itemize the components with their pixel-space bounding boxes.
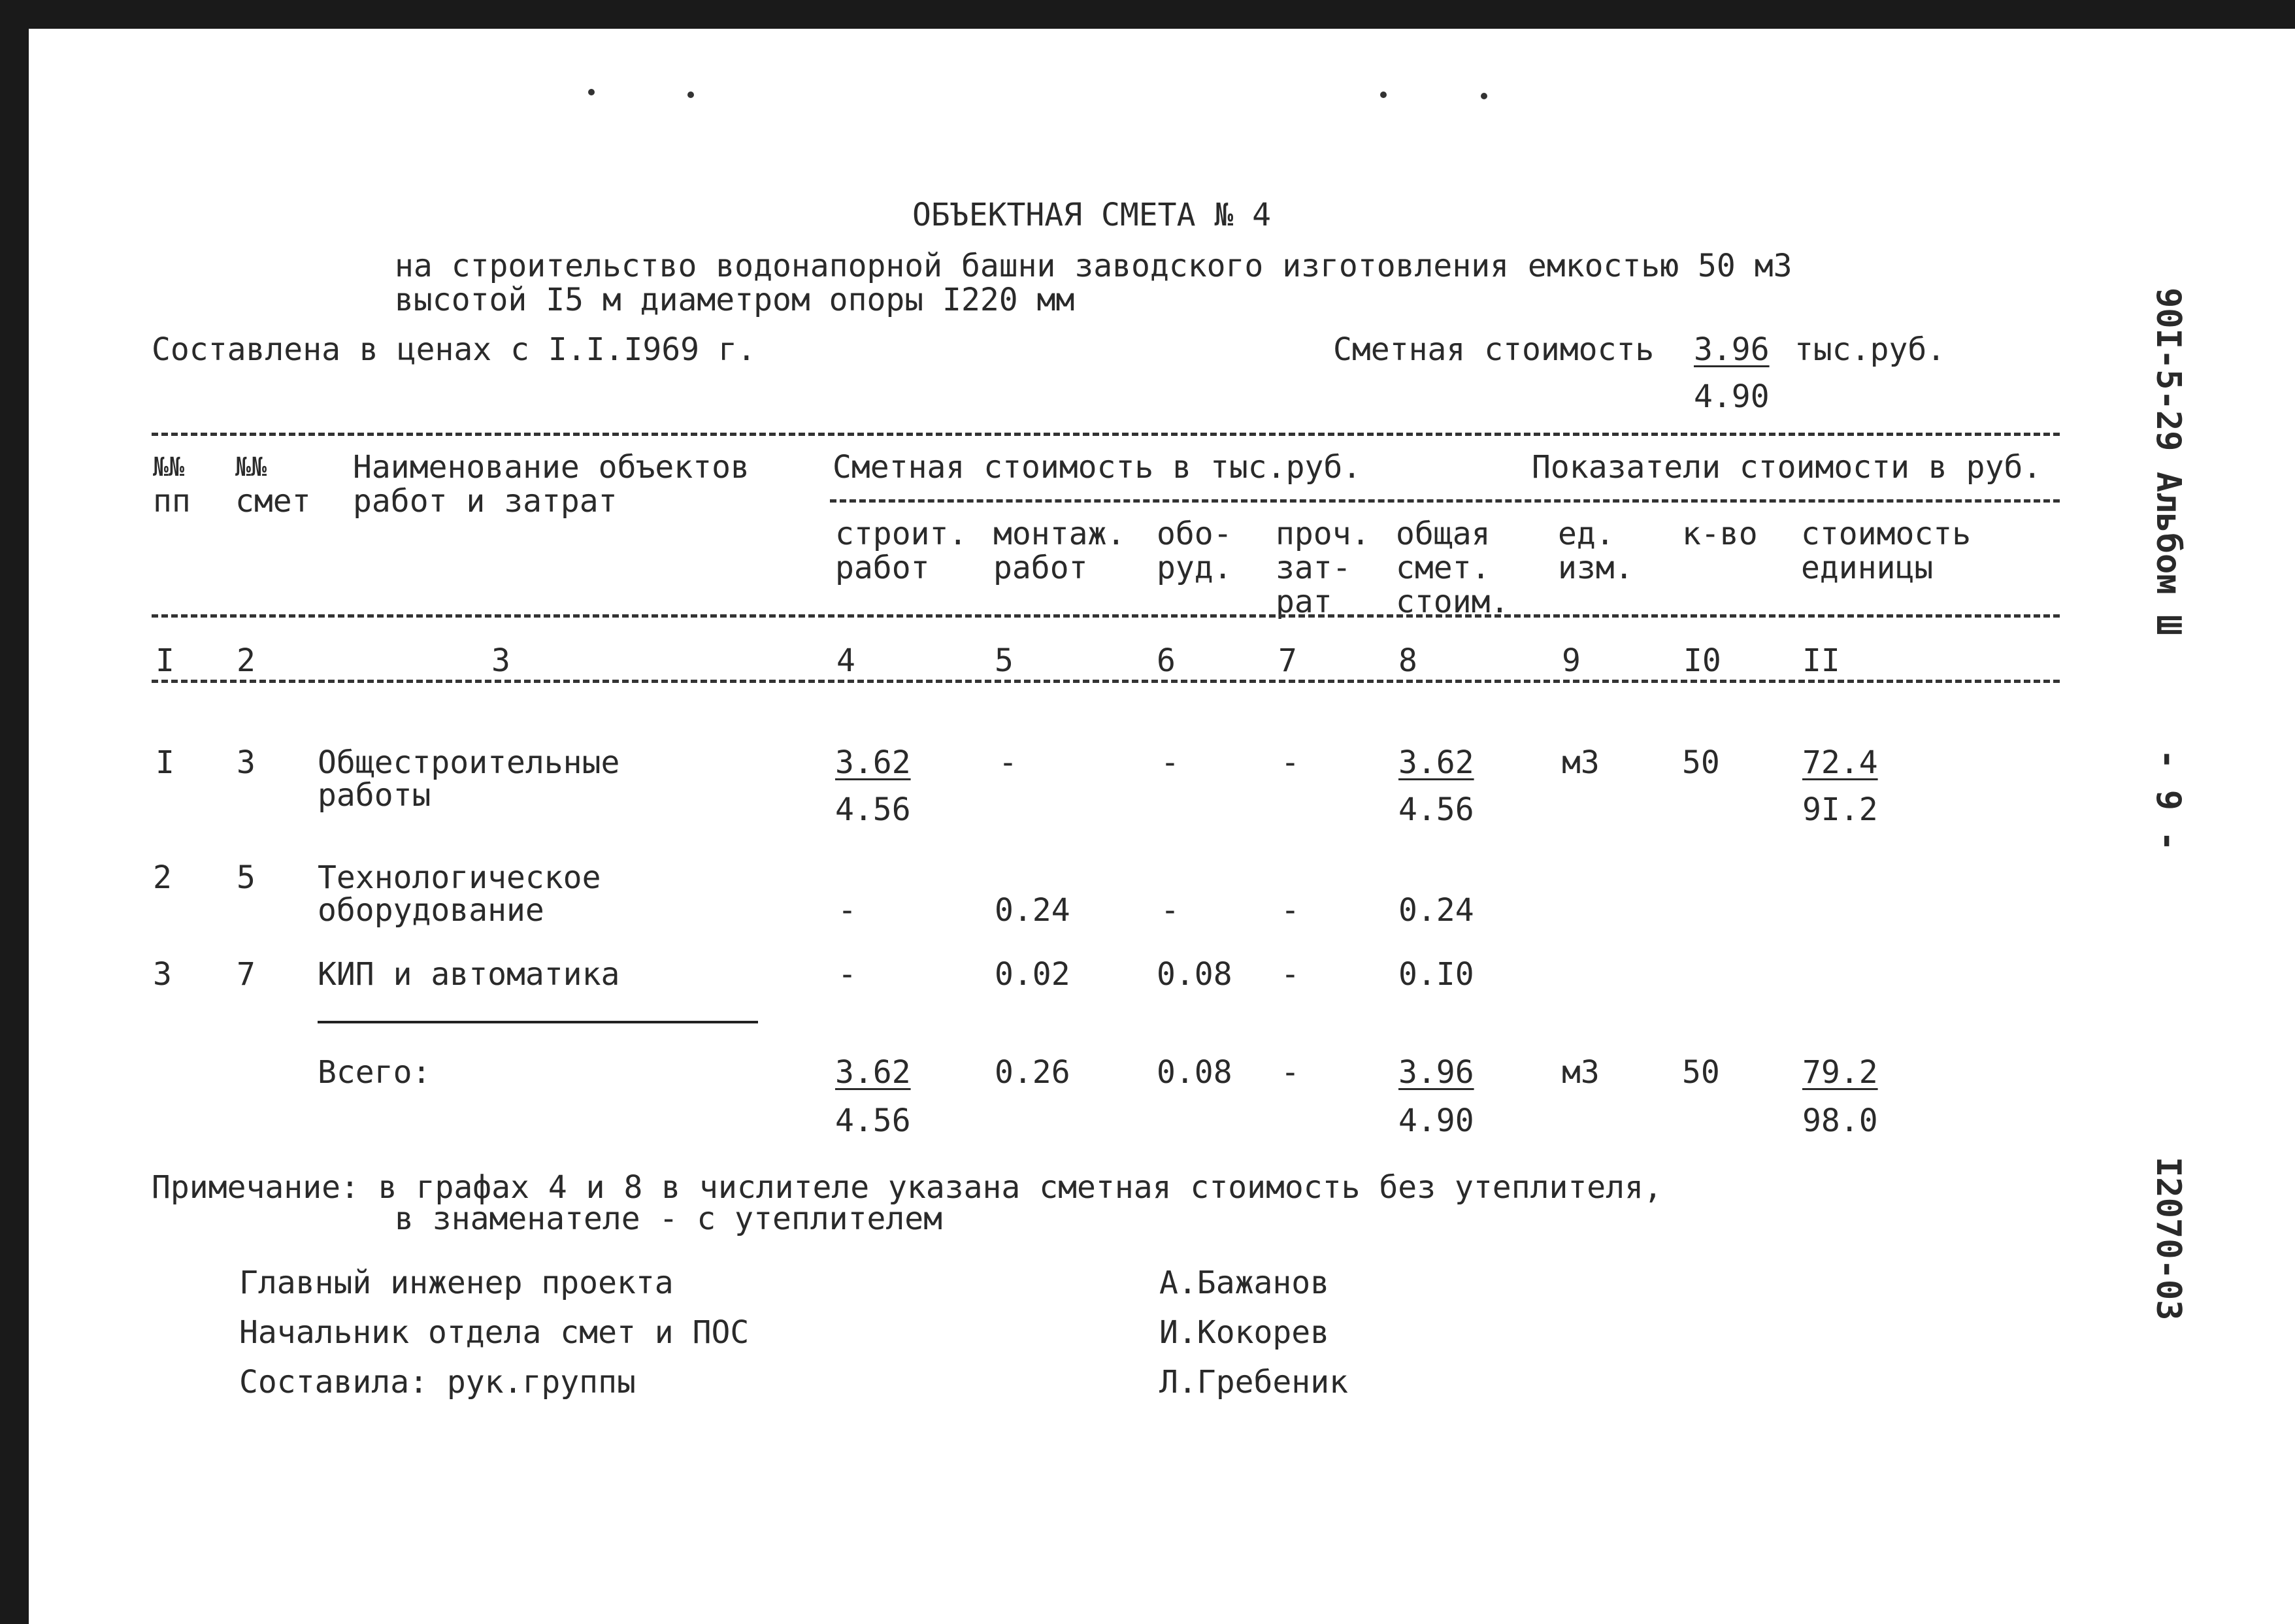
scan-speck: [1481, 93, 1487, 99]
cost-unit: тыс.руб.: [1794, 331, 1946, 368]
row1-smet: 3: [237, 744, 256, 781]
table-rule-top: [152, 433, 2060, 436]
row3-mont: 0.02: [995, 956, 1070, 993]
col-number-3: 3: [491, 642, 510, 679]
prices-date: Составлена в ценах с I.I.I969 г.: [152, 331, 756, 368]
row1-unit-cost-alt: 9I.2: [1802, 791, 1878, 828]
header-col2-line1: №№: [235, 452, 267, 482]
header-c4-line2: работ: [835, 550, 930, 586]
header-c6-line1: обо-: [1157, 516, 1232, 552]
row2-pp: 2: [153, 859, 172, 896]
header-c8-line2: смет.: [1396, 550, 1491, 586]
total-build-alt: 4.56: [835, 1102, 911, 1139]
col-number-5: 5: [995, 642, 1014, 679]
row3-total: 0.I0: [1398, 956, 1474, 993]
row3-name-line1: КИП и автоматика: [318, 956, 620, 993]
header-group-cost: Сметная стоимость в тыс.руб.: [833, 449, 1362, 486]
header-c9-line2: изм.: [1558, 550, 1634, 586]
header-col3-line1: Наименование объектов: [353, 449, 750, 486]
total-unit-cost-alt: 98.0: [1802, 1102, 1878, 1139]
row1-equip: -: [1161, 744, 1180, 781]
margin-code: I2070-03: [2149, 1157, 2188, 1321]
margin-album: 90I-5-29 Альбом Ш: [2149, 288, 2188, 636]
row1-name-line1: Общестроительные: [318, 744, 620, 781]
total-separator-rule: [318, 1021, 758, 1023]
row2-other: -: [1281, 892, 1300, 929]
header-rule-bottom: [152, 614, 2060, 618]
header-c7-line3: рат: [1276, 584, 1332, 620]
total-mont: 0.26: [995, 1054, 1070, 1091]
row2-smet: 5: [237, 859, 256, 896]
row1-build: 3.62: [835, 744, 911, 781]
row1-build-alt: 4.56: [835, 791, 911, 828]
row3-pp: 3: [153, 956, 172, 993]
row3-other: -: [1281, 956, 1300, 993]
signature-name-3: Л.Гребеник: [1159, 1364, 1348, 1400]
row3-build: -: [838, 956, 857, 993]
col-number-2: 2: [237, 642, 256, 679]
col-number-11: II: [1802, 642, 1840, 679]
scan-speck: [588, 89, 595, 95]
row2-mont: 0.24: [995, 892, 1070, 929]
document-subtitle-line1: на строительство водонапорной башни заводского изготовления емкостью 50 м3: [395, 248, 1792, 284]
document-subtitle-line2: высотой I5 м диаметром опоры I220 мм: [395, 282, 1075, 318]
total-other: -: [1281, 1054, 1300, 1091]
col-number-7: 7: [1278, 642, 1297, 679]
signature-role-2: Начальник отдела смет и ПОС: [239, 1314, 750, 1351]
total-qty: 50: [1682, 1054, 1720, 1091]
header-col1-line1: №№: [153, 452, 185, 482]
row1-name-line2: работы: [318, 777, 431, 814]
header-group-indicators: Показатели стоимости в руб.: [1532, 449, 2042, 486]
row2-name-line1: Технологическое: [318, 859, 601, 896]
cost-label: Сметная стоимость: [1333, 331, 1655, 368]
cost-value: 3.96: [1694, 331, 1770, 368]
cost-value-alt: 4.90: [1694, 378, 1770, 415]
row2-total: 0.24: [1398, 892, 1474, 929]
header-c8-line3: стоим.: [1396, 584, 1510, 620]
row2-equip: -: [1161, 892, 1180, 929]
header-c6-line2: руд.: [1157, 550, 1232, 586]
document-title: ОБЪЕКТНАЯ СМЕТА № 4: [912, 197, 1272, 233]
header-c11-line2: единицы: [1801, 550, 1934, 586]
scan-speck: [1380, 91, 1387, 98]
row3-smet: 7: [237, 956, 256, 993]
row1-unit-cost: 72.4: [1802, 744, 1878, 781]
header-c7-line2: зат-: [1276, 550, 1351, 586]
row1-total: 3.62: [1398, 744, 1474, 781]
signature-name-1: А.Бажанов: [1159, 1265, 1330, 1301]
total-total-alt: 4.90: [1398, 1102, 1474, 1139]
note-line2: в знаменателе - с утеплителем: [395, 1201, 943, 1237]
col-number-6: 6: [1157, 642, 1176, 679]
scan-speck: [687, 91, 694, 98]
header-c4-line1: строит.: [835, 516, 968, 552]
row3-equip: 0.08: [1157, 956, 1232, 993]
header-c7-line1: проч.: [1276, 516, 1370, 552]
signature-name-2: И.Кокорев: [1159, 1314, 1330, 1351]
header-c8-line1: общая: [1396, 516, 1491, 552]
header-group-rule: [830, 499, 2060, 503]
total-build: 3.62: [835, 1054, 911, 1091]
total-label: Всего:: [318, 1054, 431, 1091]
header-c11-line1: стоимость: [1801, 516, 1972, 552]
margin-page-number: - 9 -: [2149, 749, 2188, 852]
header-c10-line1: к-во: [1682, 516, 1758, 552]
header-col3-line2: работ и затрат: [353, 483, 618, 520]
total-equip: 0.08: [1157, 1054, 1232, 1091]
scan-border-top: [0, 0, 2295, 29]
signature-role-3: Составила: рук.группы: [239, 1364, 636, 1400]
row1-other: -: [1281, 744, 1300, 781]
row1-mont: -: [999, 744, 1017, 781]
col-number-9: 9: [1562, 642, 1581, 679]
header-c5-line2: работ: [993, 550, 1088, 586]
signature-role-1: Главный инженер проекта: [239, 1265, 674, 1301]
header-col2-line2: смет: [235, 483, 311, 520]
total-total: 3.96: [1398, 1054, 1474, 1091]
header-c5-line1: монтаж.: [993, 516, 1126, 552]
total-unit-cost: 79.2: [1802, 1054, 1878, 1091]
row1-unit: м3: [1562, 744, 1600, 781]
header-c9-line1: ед.: [1558, 516, 1615, 552]
scan-border-left: [0, 0, 29, 1624]
row2-build: -: [838, 892, 857, 929]
row1-qty: 50: [1682, 744, 1720, 781]
col-number-rule: [152, 680, 2060, 683]
col-number-10: I0: [1683, 642, 1721, 679]
header-col1-line2: пп: [153, 483, 191, 520]
total-unit: м3: [1562, 1054, 1600, 1091]
row1-pp: I: [156, 744, 174, 781]
col-number-1: I: [156, 642, 174, 679]
row2-name-line2: оборудование: [318, 892, 544, 929]
note-line1: Примечание: в графах 4 и 8 в числителе указана сметная стоимость без утеплителя,: [152, 1169, 1662, 1206]
col-number-4: 4: [836, 642, 855, 679]
col-number-8: 8: [1398, 642, 1417, 679]
row1-total-alt: 4.56: [1398, 791, 1474, 828]
